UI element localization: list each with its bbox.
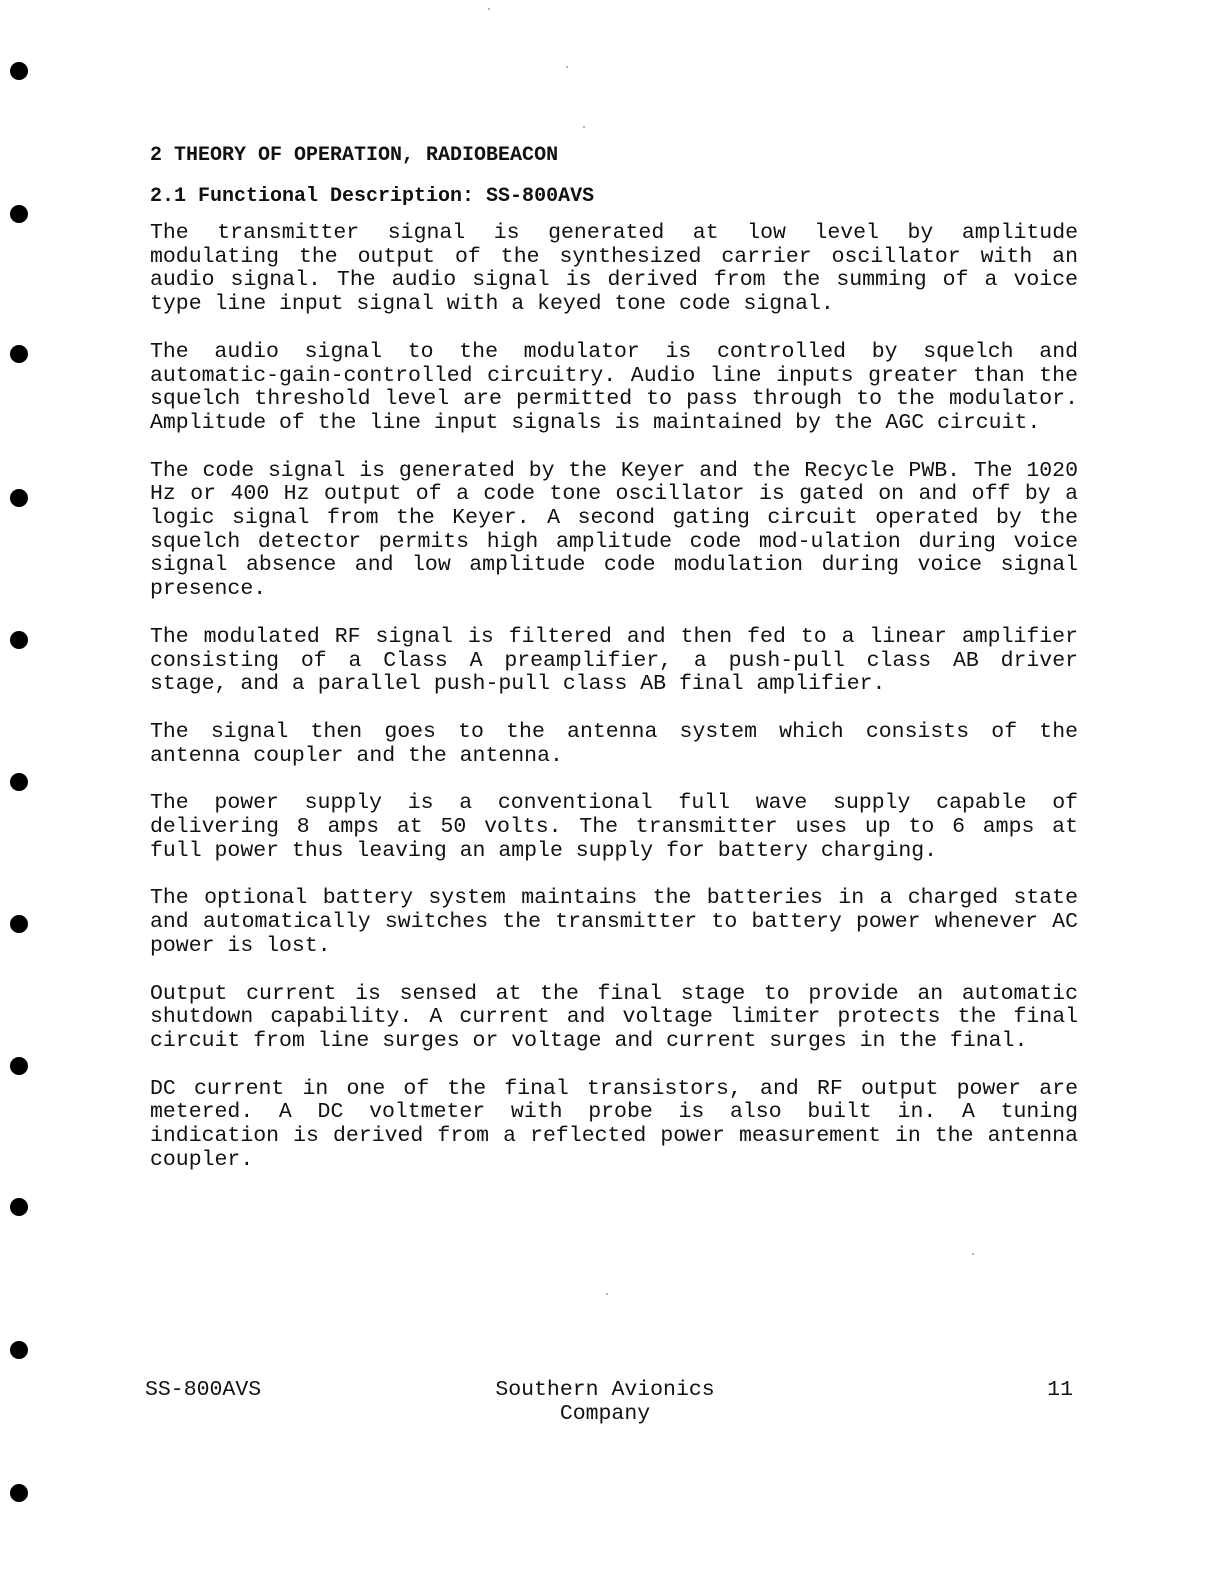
paragraph: The signal then goes to the antenna system which consists of the antenna coupler and the antenna. — [150, 719, 1078, 768]
punch-hole — [10, 773, 28, 791]
document-body — [150, 143, 1078, 1194]
punch-hole — [10, 205, 28, 223]
punch-hole — [10, 489, 28, 507]
section-heading: 2 THEORY OF OPERATION, RADIOBEACON — [150, 144, 559, 167]
footer-model: SS-800AVS — [145, 1378, 262, 1402]
section-subheading: 2.1 Functional Description: SS-800AVS — [150, 185, 595, 208]
punch-hole — [10, 1198, 28, 1216]
footer-company — [475, 1378, 735, 1426]
punch-hole — [10, 1057, 28, 1075]
paragraph: DC current in one of the final transistors, and RF output power are metered. A DC voltmeter with probe is also built in. A tuning indication is derived from a reflected power measurement in the antenna coupler. — [150, 1076, 1078, 1172]
paragraph: The code signal is generated by the Keyer and the Recycle PWB. The 1020 Hz or 400 Hz output of a code tone oscillator is gated on and off by a logic signal from the Keyer. A second gating circuit operated by the squelch detector permits high amplitude code mod-ulation during voice signal absence and low amplitude code modulation during voice signal presence. — [150, 458, 1078, 602]
scan-speck — [583, 126, 585, 128]
page-footer — [145, 1378, 1075, 1438]
scan-speck — [606, 1293, 608, 1295]
footer-company-line2: Company — [559, 1402, 651, 1426]
paragraph: Output current is sensed at the final stage to provide an automatic shutdown capability. A current and voltage limiter protects the final circuit from line surges or voltage and current surges in the final. — [150, 981, 1078, 1053]
punch-hole — [10, 345, 28, 363]
scan-speck — [566, 66, 568, 68]
paragraph: The power supply is a conventional full wave supply capable of delivering 8 amps at 50 volts. The transmitter uses up to 6 amps at full power thus leaving an ample supply for battery charging. — [150, 791, 1078, 863]
paragraph: The transmitter signal is generated at low level by amplitude modulating the output of the synthesized carrier oscillator with an audio signal. The audio signal is derived from the summing of a voice type line input signal with a keyed tone code signal. — [150, 221, 1078, 317]
punch-hole — [10, 62, 28, 80]
punch-hole — [10, 631, 28, 649]
paragraph: The optional battery system maintains the batteries in a charged state and automatically switches the transmitter to battery power whenever AC power is lost. — [150, 886, 1078, 958]
scan-speck — [488, 8, 490, 10]
punch-hole — [10, 1484, 28, 1502]
scan-speck — [972, 1253, 974, 1255]
punch-hole — [10, 1341, 28, 1359]
footer-company-line1: Southern Avionics — [495, 1378, 715, 1402]
paragraph: The audio signal to the modulator is controlled by squelch and automatic-gain-controlled circuitry. Audio line inputs greater than the squelch threshold level are permitted to pass through to the modulator. Amplitude of the line input signals is maintained by the AGC circuit. — [150, 339, 1078, 435]
page-number: 11 — [1047, 1378, 1073, 1402]
paragraph: The modulated RF signal is filtered and then fed to a linear amplifier consisting of a Class A preamplifier, a push-pull class AB driver stage, and a parallel push-pull class AB final amplifier. — [150, 624, 1078, 697]
punch-hole — [10, 915, 28, 933]
